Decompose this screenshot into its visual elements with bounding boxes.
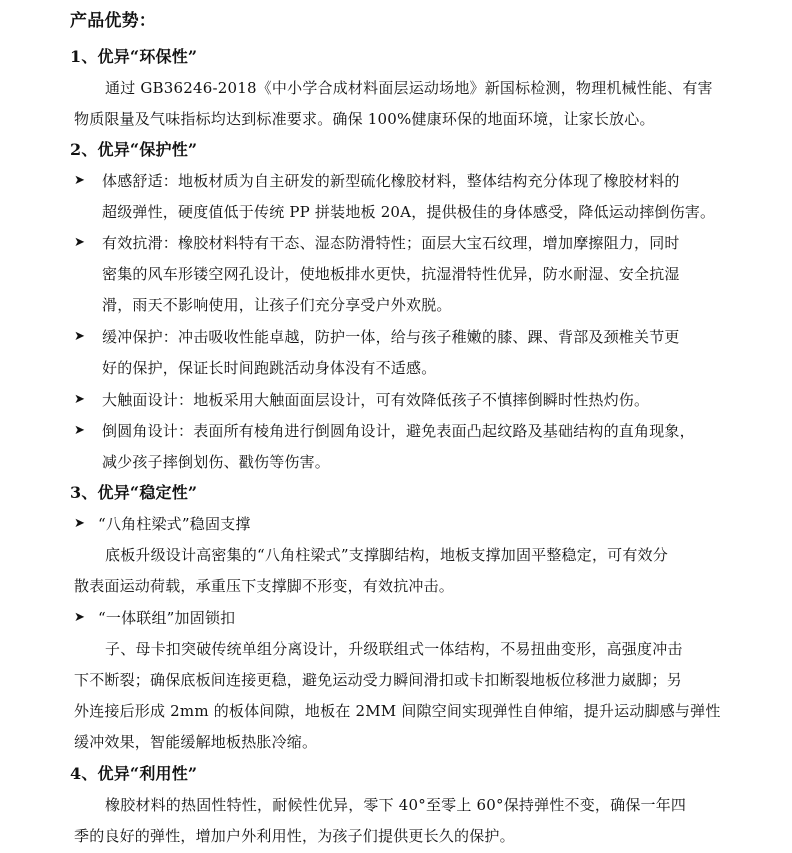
bullet-line: 体感舒适：地板材质为自主研发的新型硫化橡胶材料，整体结构充分体现了橡胶材料的 <box>102 172 680 190</box>
page-title: 产品优势： <box>70 11 156 31</box>
bullet-title: “一体联组”加固锁扣 <box>98 609 236 627</box>
section-heading-stability: 3、优异“稳定性” <box>70 483 198 502</box>
section-heading-environmental: 1、优异“环保性” <box>70 47 198 66</box>
paragraph-line: 橡胶材料的热固性特性，耐候性优异，零下 40°至零上 60°保持弹性不变，确保一年四 <box>105 796 687 814</box>
bullet-line: 倒圆角设计：表面所有棱角进行倒圆角设计，避免表面凸起纹路及基础结构的直角现象， <box>102 422 695 440</box>
bullet-arrow-icon: ➤ <box>74 173 85 188</box>
bullet-line: 大触面设计：地板采用大触面面层设计，可有效降低孩子不慎摔倒瞬时性热灼伤。 <box>102 391 650 409</box>
bullet-arrow-icon: ➤ <box>74 423 85 438</box>
bullet-line: 缓冲保护：冲击吸收性能卓越，防护一体，给与孩子稚嫩的膝、踝、背部及颈椎关节更 <box>102 328 680 346</box>
bullet-line: 密集的风车形镂空网孔设计，使地板排水更快，抗湿滑特性优异，防水耐湿、安全抗湿 <box>102 265 680 283</box>
bullet-arrow-icon: ➤ <box>74 610 85 625</box>
paragraph-line: 季的良好的弹性，增加户外利用性，为孩子们提供更长久的保护。 <box>74 827 515 845</box>
bullet-line: 减少孩子摔倒划伤、戳伤等伤害。 <box>102 453 331 471</box>
paragraph-line: 底板升级设计高密集的“八角柱梁式”支撑脚结构，地板支撑加固平整稳定，可有效分 <box>105 546 668 564</box>
bullet-line: 滑，雨天不影响使用，让孩子们充分享受户外欢脱。 <box>102 296 452 314</box>
bullet-arrow-icon: ➤ <box>74 392 85 407</box>
paragraph-line: 下不断裂；确保底板间连接更稳，避免运动受力瞬间滑扣或卡扣断裂地板位移泄力崴脚；另 <box>74 671 683 689</box>
bullet-arrow-icon: ➤ <box>74 329 85 344</box>
bullet-line: 好的保护，保证长时间跑跳活动身体没有不适感。 <box>102 359 437 377</box>
paragraph-line: 子、母卡扣突破传统单组分离设计，升级联组式一体结构，不易扭曲变形，高强度冲击 <box>105 640 683 658</box>
section-heading-protection: 2、优异“保护性” <box>70 140 198 159</box>
paragraph-line: 物质限量及气味指标均达到标准要求。确保 100%健康环保的地面环境，让家长放心。 <box>74 110 655 128</box>
section-heading-utilization: 4、优异“利用性” <box>70 764 198 783</box>
paragraph-line: 散表面运动荷载，承重压下支撑脚不形变，有效抗冲击。 <box>74 577 455 595</box>
bullet-arrow-icon: ➤ <box>74 516 85 531</box>
bullet-title: “八角柱梁式”稳固支撑 <box>98 515 251 533</box>
bullet-arrow-icon: ➤ <box>74 235 85 250</box>
paragraph-line: 外连接后形成 2mm 的板体间隙，地板在 2MM 间隙空间实现弹性自伸缩，提升运动脚感与弹性 <box>74 702 721 720</box>
paragraph-line: 通过 GB36246-2018《中小学合成材料面层运动场地》新国标检测，物理机械性能、有害 <box>105 79 713 97</box>
paragraph-line: 缓冲效果，智能缓解地板热胀冷缩。 <box>74 733 318 751</box>
bullet-line: 超级弹性，硬度值低于传统 PP 拼装地板 20A，提供极佳的身体感受，降低运动摔倒伤害。 <box>102 203 716 221</box>
bullet-line: 有效抗滑：橡胶材料特有干态、湿态防滑特性；面层大宝石纹理，增加摩擦阻力，同时 <box>102 234 680 252</box>
